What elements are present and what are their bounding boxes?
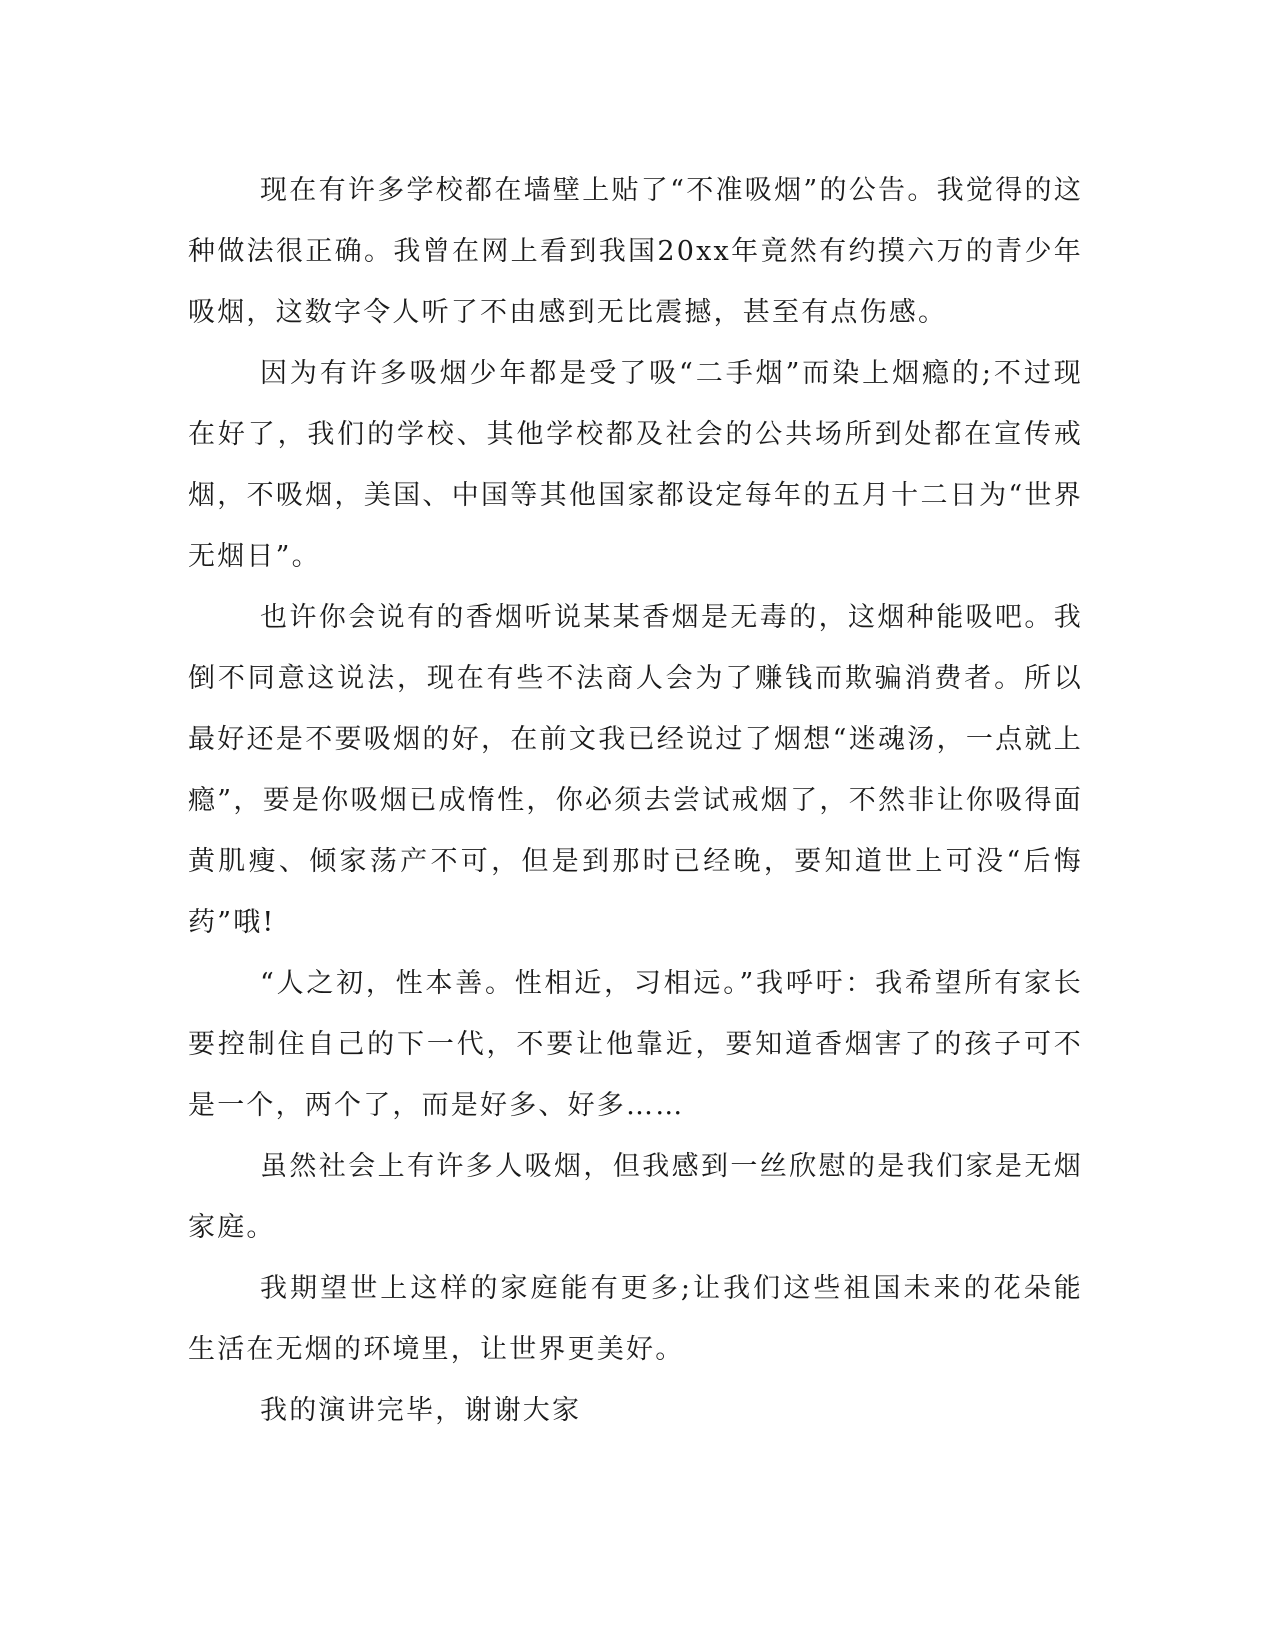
paragraph-7-closing: 我的演讲完毕，谢谢大家	[260, 1395, 582, 1426]
paragraph-4: “人之初，性本善。性相近，习相远。”我呼吁：我希望所有家长要控制住自己的下一代，不要让他靠近，要知道香烟害了的孩子可不是一个，两个了，而是好多、好多……	[188, 968, 1083, 1121]
paragraph-2: 因为有许多吸烟少年都是受了吸“二手烟”而染上烟瘾的;不过现在好了，我们的学校、其他学校都及社会的公共场所到处都在宣传戒烟，不吸烟，美国、中国等其他国家都设定每年的五月十二日为“世界无烟日”。	[188, 358, 1083, 572]
speech-body	[188, 160, 1083, 1441]
paragraph-3: 也许你会说有的香烟听说某某香烟是无毒的，这烟种能吸吧。我倒不同意这说法，现在有些不法商人会为了赚钱而欺骗消费者。所以最好还是不要吸烟的好，在前文我已经说过了烟想“迷魂汤，一点就上瘾”，要是你吸烟已成惰性，你必须去尝试戒烟了，不然非让你吸得面黄肌瘦、倾家荡产不可，但是到那时已经晚，要知道世上可没“后悔药”哦!	[188, 602, 1083, 938]
paragraph-6: 我期望世上这样的家庭能有更多;让我们这些祖国未来的花朵能生活在无烟的环境里，让世界更美好。	[188, 1273, 1083, 1365]
paragraph-1: 现在有许多学校都在墙壁上贴了“不准吸烟”的公告。我觉得的这种做法很正确。我曾在网上看到我国20xx年竟然有约摸六万的青少年吸烟，这数字令人听了不由感到无比震撼，甚至有点伤感。	[188, 175, 1083, 328]
paragraph-5: 虽然社会上有许多人吸烟，但我感到一丝欣慰的是我们家是无烟家庭。	[188, 1151, 1083, 1243]
